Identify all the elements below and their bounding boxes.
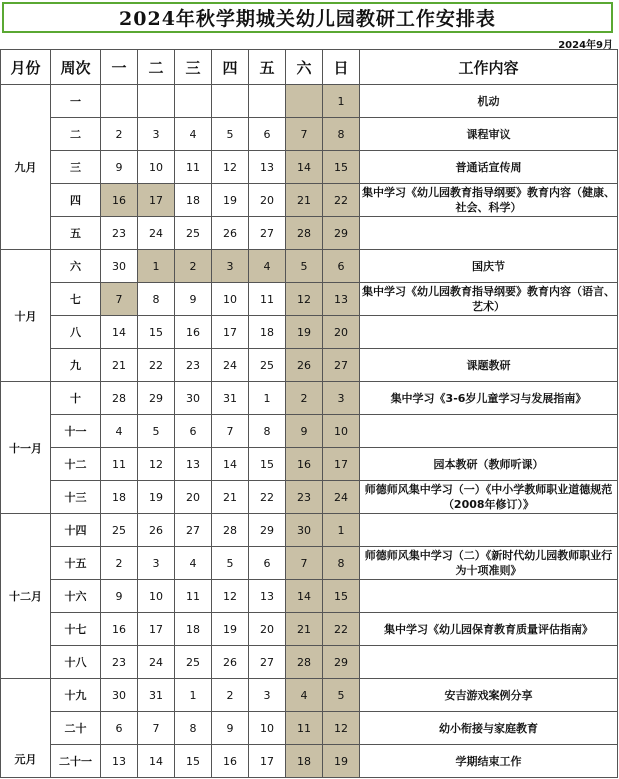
schedule-body xyxy=(1,85,618,778)
table-row xyxy=(1,514,618,547)
day-cell xyxy=(212,85,249,118)
schedule-table xyxy=(0,49,618,778)
month-cell: 九月 xyxy=(1,85,51,250)
day-cell: 6 xyxy=(175,415,212,448)
content-cell: 安吉游戏案例分享 xyxy=(360,679,618,712)
day-cell: 7 xyxy=(101,283,138,316)
day-cell: 4 xyxy=(249,250,286,283)
day-cell: 9 xyxy=(212,712,249,745)
table-row xyxy=(1,382,618,415)
day-cell: 17 xyxy=(249,745,286,778)
day-cell: 26 xyxy=(212,646,249,679)
day-cell: 26 xyxy=(286,349,323,382)
header-fri: 五 xyxy=(249,50,286,85)
table-row xyxy=(1,217,618,250)
day-cell: 4 xyxy=(286,679,323,712)
week-cell: 十七 xyxy=(51,613,101,646)
day-cell: 12 xyxy=(212,151,249,184)
content-cell: 集中学习《3-6岁儿童学习与发展指南》 xyxy=(360,382,618,415)
day-cell: 8 xyxy=(249,415,286,448)
day-cell: 14 xyxy=(286,151,323,184)
day-cell: 5 xyxy=(286,250,323,283)
day-cell: 18 xyxy=(101,481,138,514)
day-cell: 21 xyxy=(286,184,323,217)
day-cell: 19 xyxy=(212,184,249,217)
table-row xyxy=(1,481,618,514)
week-cell: 十六 xyxy=(51,580,101,613)
day-cell: 5 xyxy=(212,547,249,580)
table-row xyxy=(1,580,618,613)
day-cell: 4 xyxy=(175,118,212,151)
day-cell: 25 xyxy=(101,514,138,547)
day-cell: 10 xyxy=(212,283,249,316)
day-cell: 31 xyxy=(212,382,249,415)
month-cell: 十二月 xyxy=(1,514,51,679)
day-cell xyxy=(286,85,323,118)
day-cell: 14 xyxy=(101,316,138,349)
day-cell: 3 xyxy=(249,679,286,712)
week-cell: 二十 xyxy=(51,712,101,745)
day-cell xyxy=(138,85,175,118)
content-cell: 机动 xyxy=(360,85,618,118)
day-cell: 3 xyxy=(323,382,360,415)
table-row xyxy=(1,415,618,448)
day-cell: 13 xyxy=(323,283,360,316)
day-cell: 1 xyxy=(323,85,360,118)
week-cell: 一 xyxy=(51,85,101,118)
content-cell: 课程审议 xyxy=(360,118,618,151)
day-cell xyxy=(175,85,212,118)
day-cell: 2 xyxy=(175,250,212,283)
week-cell: 七 xyxy=(51,283,101,316)
table-row xyxy=(1,250,618,283)
day-cell: 22 xyxy=(323,613,360,646)
day-cell: 22 xyxy=(323,184,360,217)
week-cell: 三 xyxy=(51,151,101,184)
week-cell: 四 xyxy=(51,184,101,217)
day-cell: 6 xyxy=(249,547,286,580)
day-cell xyxy=(101,85,138,118)
day-cell: 8 xyxy=(175,712,212,745)
content-cell: 师德师风集中学习（一）《中小学教师职业道德规范（2008年修订）》 xyxy=(360,481,618,514)
month-cell: 十月 xyxy=(1,250,51,382)
day-cell: 29 xyxy=(323,646,360,679)
week-cell: 十九 xyxy=(51,679,101,712)
day-cell: 4 xyxy=(101,415,138,448)
week-cell: 十三 xyxy=(51,481,101,514)
week-cell: 十二 xyxy=(51,448,101,481)
day-cell: 12 xyxy=(286,283,323,316)
table-row xyxy=(1,151,618,184)
table-row xyxy=(1,679,618,712)
day-cell: 28 xyxy=(286,217,323,250)
content-cell xyxy=(360,217,618,250)
table-row xyxy=(1,712,618,745)
content-cell: 集中学习《幼儿园保育教育质量评估指南》 xyxy=(360,613,618,646)
table-row xyxy=(1,316,618,349)
day-cell: 9 xyxy=(101,580,138,613)
day-cell: 18 xyxy=(175,184,212,217)
day-cell: 22 xyxy=(138,349,175,382)
table-row xyxy=(1,448,618,481)
table-row xyxy=(1,184,618,217)
content-cell: 学期结束工作 xyxy=(360,745,618,778)
day-cell: 30 xyxy=(175,382,212,415)
content-cell xyxy=(360,514,618,547)
day-cell: 19 xyxy=(138,481,175,514)
day-cell: 21 xyxy=(101,349,138,382)
day-cell: 29 xyxy=(138,382,175,415)
day-cell: 3 xyxy=(138,547,175,580)
header-tue: 二 xyxy=(138,50,175,85)
day-cell: 22 xyxy=(249,481,286,514)
table-row xyxy=(1,646,618,679)
day-cell: 9 xyxy=(175,283,212,316)
header-row xyxy=(1,50,618,85)
day-cell: 8 xyxy=(323,547,360,580)
day-cell: 13 xyxy=(249,151,286,184)
content-cell: 集中学习《幼儿园教育指导纲要》教育内容（健康、社会、科学） xyxy=(360,184,618,217)
day-cell: 17 xyxy=(138,613,175,646)
content-cell xyxy=(360,646,618,679)
day-cell: 24 xyxy=(323,481,360,514)
day-cell: 10 xyxy=(138,151,175,184)
content-cell: 集中学习《幼儿园教育指导纲要》教育内容（语言、艺术） xyxy=(360,283,618,316)
schedule-date: 2024年9月 xyxy=(558,40,613,51)
day-cell: 30 xyxy=(101,250,138,283)
day-cell: 12 xyxy=(323,712,360,745)
day-cell: 5 xyxy=(138,415,175,448)
day-cell: 10 xyxy=(138,580,175,613)
day-cell: 11 xyxy=(175,151,212,184)
day-cell: 16 xyxy=(175,316,212,349)
day-cell: 4 xyxy=(175,547,212,580)
day-cell: 25 xyxy=(175,646,212,679)
day-cell: 11 xyxy=(249,283,286,316)
day-cell: 18 xyxy=(175,613,212,646)
day-cell: 16 xyxy=(212,745,249,778)
day-cell: 27 xyxy=(323,349,360,382)
day-cell: 1 xyxy=(138,250,175,283)
day-cell: 1 xyxy=(323,514,360,547)
day-cell: 5 xyxy=(323,679,360,712)
day-cell: 5 xyxy=(212,118,249,151)
day-cell: 28 xyxy=(286,646,323,679)
day-cell: 14 xyxy=(138,745,175,778)
content-cell: 园本教研（教师听课） xyxy=(360,448,618,481)
day-cell: 21 xyxy=(286,613,323,646)
day-cell: 17 xyxy=(138,184,175,217)
day-cell: 28 xyxy=(101,382,138,415)
day-cell: 15 xyxy=(175,745,212,778)
header-thu: 四 xyxy=(212,50,249,85)
day-cell: 29 xyxy=(323,217,360,250)
day-cell: 7 xyxy=(138,712,175,745)
table-row xyxy=(1,118,618,151)
day-cell: 9 xyxy=(101,151,138,184)
day-cell: 7 xyxy=(286,547,323,580)
day-cell: 10 xyxy=(323,415,360,448)
day-cell: 6 xyxy=(249,118,286,151)
day-cell: 20 xyxy=(175,481,212,514)
month-cell: 元月 xyxy=(1,679,51,778)
week-cell: 十八 xyxy=(51,646,101,679)
day-cell: 27 xyxy=(175,514,212,547)
day-cell: 11 xyxy=(175,580,212,613)
week-cell: 二 xyxy=(51,118,101,151)
day-cell: 2 xyxy=(212,679,249,712)
table-row xyxy=(1,745,618,778)
table-row xyxy=(1,283,618,316)
day-cell: 15 xyxy=(323,151,360,184)
day-cell: 16 xyxy=(101,613,138,646)
table-row xyxy=(1,547,618,580)
day-cell xyxy=(249,85,286,118)
day-cell: 20 xyxy=(323,316,360,349)
week-cell: 九 xyxy=(51,349,101,382)
day-cell: 19 xyxy=(286,316,323,349)
day-cell: 13 xyxy=(175,448,212,481)
day-cell: 7 xyxy=(212,415,249,448)
day-cell: 15 xyxy=(249,448,286,481)
table-row xyxy=(1,613,618,646)
day-cell: 15 xyxy=(323,580,360,613)
day-cell: 30 xyxy=(101,679,138,712)
day-cell: 14 xyxy=(286,580,323,613)
header-mon: 一 xyxy=(101,50,138,85)
day-cell: 30 xyxy=(286,514,323,547)
week-cell: 八 xyxy=(51,316,101,349)
day-cell: 19 xyxy=(212,613,249,646)
day-cell: 20 xyxy=(249,184,286,217)
content-cell xyxy=(360,316,618,349)
table-row xyxy=(1,85,618,118)
day-cell: 7 xyxy=(286,118,323,151)
day-cell: 29 xyxy=(249,514,286,547)
content-cell: 课题教研 xyxy=(360,349,618,382)
day-cell: 25 xyxy=(175,217,212,250)
content-cell: 师德师风集中学习（二）《新时代幼儿园教师职业行为十项准则》 xyxy=(360,547,618,580)
day-cell: 1 xyxy=(175,679,212,712)
day-cell: 26 xyxy=(212,217,249,250)
header-content: 工作内容 xyxy=(360,50,618,85)
week-cell: 十五 xyxy=(51,547,101,580)
week-cell: 五 xyxy=(51,217,101,250)
content-cell: 普通话宣传周 xyxy=(360,151,618,184)
day-cell: 8 xyxy=(138,283,175,316)
day-cell: 23 xyxy=(101,646,138,679)
day-cell: 11 xyxy=(101,448,138,481)
day-cell: 15 xyxy=(138,316,175,349)
header-week: 周次 xyxy=(51,50,101,85)
day-cell: 27 xyxy=(249,217,286,250)
day-cell: 2 xyxy=(101,547,138,580)
day-cell: 9 xyxy=(286,415,323,448)
day-cell: 23 xyxy=(101,217,138,250)
day-cell: 13 xyxy=(101,745,138,778)
content-cell xyxy=(360,415,618,448)
day-cell: 24 xyxy=(138,217,175,250)
week-cell: 十一 xyxy=(51,415,101,448)
header-month: 月份 xyxy=(1,50,51,85)
day-cell: 11 xyxy=(286,712,323,745)
header-sun: 日 xyxy=(323,50,360,85)
week-cell: 十四 xyxy=(51,514,101,547)
day-cell: 10 xyxy=(249,712,286,745)
day-cell: 17 xyxy=(212,316,249,349)
week-cell: 十 xyxy=(51,382,101,415)
day-cell: 2 xyxy=(286,382,323,415)
content-cell: 幼小衔接与家庭教育 xyxy=(360,712,618,745)
day-cell: 18 xyxy=(249,316,286,349)
day-cell: 3 xyxy=(138,118,175,151)
day-cell: 27 xyxy=(249,646,286,679)
day-cell: 23 xyxy=(175,349,212,382)
table-row xyxy=(1,349,618,382)
header-sat: 六 xyxy=(286,50,323,85)
header-wed: 三 xyxy=(175,50,212,85)
month-cell: 十一月 xyxy=(1,382,51,514)
day-cell: 6 xyxy=(323,250,360,283)
day-cell: 26 xyxy=(138,514,175,547)
day-cell: 2 xyxy=(101,118,138,151)
day-cell: 16 xyxy=(101,184,138,217)
day-cell: 1 xyxy=(249,382,286,415)
day-cell: 17 xyxy=(323,448,360,481)
day-cell: 25 xyxy=(249,349,286,382)
content-cell: 国庆节 xyxy=(360,250,618,283)
week-cell: 二十一 xyxy=(51,745,101,778)
day-cell: 16 xyxy=(286,448,323,481)
page-title: 2024年秋学期城关幼儿园教研工作安排表 xyxy=(2,2,613,33)
day-cell: 24 xyxy=(212,349,249,382)
day-cell: 24 xyxy=(138,646,175,679)
week-cell: 六 xyxy=(51,250,101,283)
day-cell: 23 xyxy=(286,481,323,514)
day-cell: 14 xyxy=(212,448,249,481)
content-cell xyxy=(360,580,618,613)
day-cell: 13 xyxy=(249,580,286,613)
day-cell: 12 xyxy=(138,448,175,481)
day-cell: 3 xyxy=(212,250,249,283)
day-cell: 6 xyxy=(101,712,138,745)
day-cell: 8 xyxy=(323,118,360,151)
day-cell: 18 xyxy=(286,745,323,778)
day-cell: 28 xyxy=(212,514,249,547)
day-cell: 20 xyxy=(249,613,286,646)
day-cell: 21 xyxy=(212,481,249,514)
day-cell: 12 xyxy=(212,580,249,613)
day-cell: 31 xyxy=(138,679,175,712)
day-cell: 19 xyxy=(323,745,360,778)
